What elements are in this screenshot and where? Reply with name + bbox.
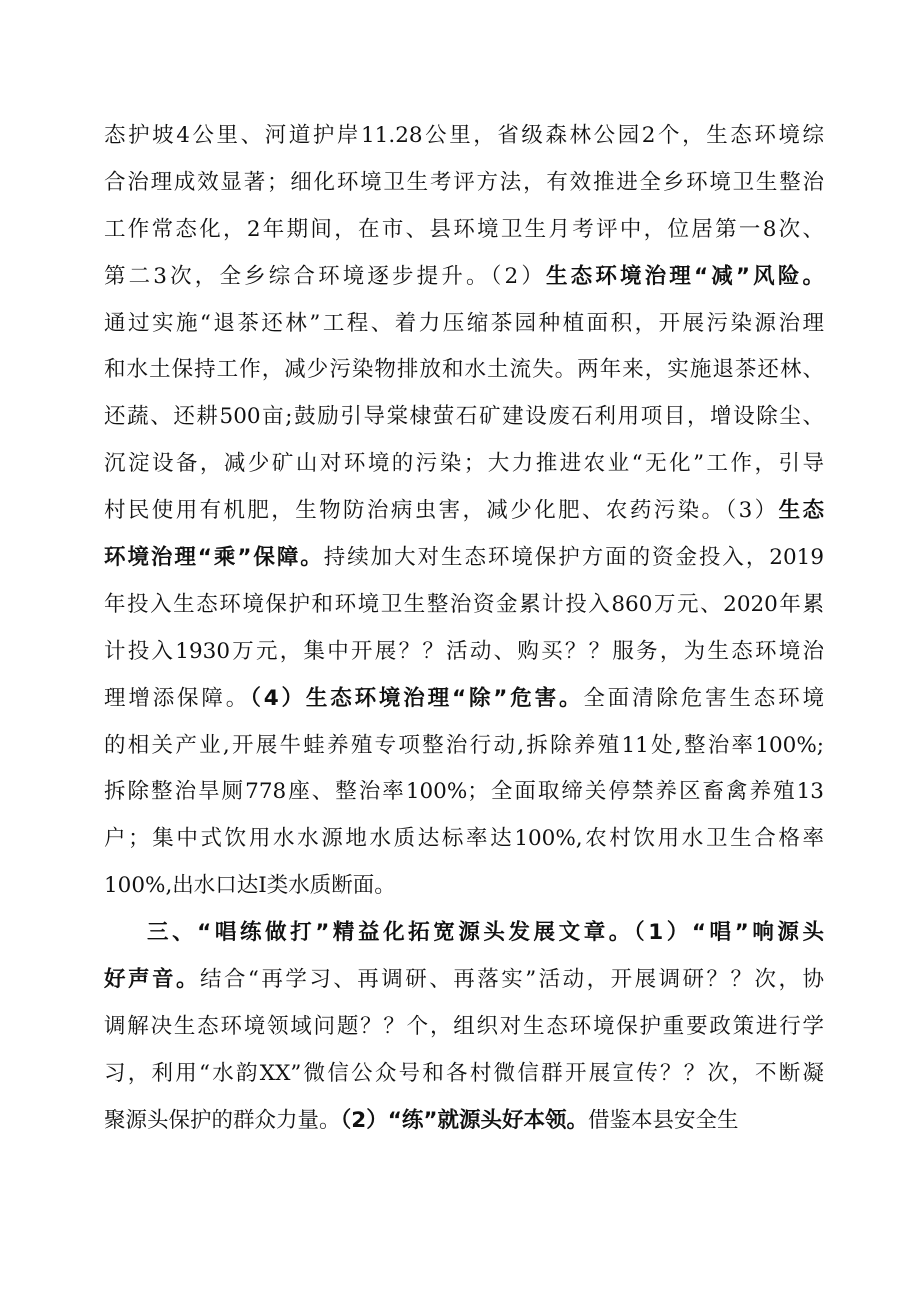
bold-heading-text: （2）“练”就源头好本领。: [340, 1107, 588, 1133]
bold-heading-text: （4）生态环境治理“除”危害。: [250, 685, 584, 711]
body-text: 计投入1930万元，集中开展？？活动、购买？？服务，为生态环境治: [104, 638, 824, 664]
bold-heading-text: 生态: [778, 498, 824, 524]
text-line: [104, 1051, 824, 1098]
text-line: [104, 910, 824, 957]
body-text: 村民使用有机肥，生物防治病虫害，减少化肥、农药污染。（3）: [104, 498, 779, 524]
bold-heading-text: 好声音。: [104, 967, 200, 993]
body-text: 和水土保持工作，减少污染物排放和水土流失。两年来，实施退茶还林、: [104, 357, 824, 383]
text-line: [104, 394, 824, 441]
body-text: 习，利用“水韵XX”微信公众号和各村微信群开展宣传？？次，不断凝: [104, 1060, 824, 1086]
bold-heading-text: 生态环境治理“减”风险。: [546, 263, 824, 289]
body-text: 拆除整治旱厕778座、整治率100%；全面取缔关停禁养区畜禽养殖13: [104, 779, 824, 805]
body-text: 结合“再学习、再调研、再落实”活动，开展调研？？次，协: [199, 967, 824, 993]
text-line: [104, 676, 824, 723]
text-line: [104, 1098, 824, 1145]
text-line: [104, 863, 824, 910]
text-line: [104, 1004, 824, 1051]
body-text: 持续加大对生态环境保护方面的资金投入，2019: [323, 545, 824, 571]
bold-heading-text: 环境治理“乘”保障。: [104, 545, 324, 571]
body-text: 100%,出水口达Ⅰ类水质断面。: [104, 873, 396, 899]
text-line: [104, 113, 824, 160]
text-line: [104, 957, 824, 1004]
text-line: [104, 160, 824, 207]
text-line: [104, 629, 824, 676]
body-text: 工作常态化，2年期间，在市、县环境卫生月考评中，位居第一8次、: [104, 216, 824, 242]
body-text: 户；集中式饮用水水源地水质达标率达100%,农村饮用水卫生合格率: [104, 826, 824, 852]
body-text: 沉淀设备，减少矿山对环境的污染；大力推进农业“无化”工作，引导: [104, 451, 824, 477]
text-line: [104, 816, 824, 863]
text-line: [104, 347, 824, 394]
body-text: 通过实施“退茶还林”工程、着力压缩茶园种植面积，开展污染源治理: [104, 310, 824, 336]
body-text: 态护坡4公里、河道护岸11.28公里，省级森林公园2个，生态环境综: [104, 123, 824, 148]
text-line: [104, 488, 824, 535]
body-text: 聚源头保护的群众力量。: [104, 1107, 341, 1133]
body-text: 年投入生态环境保护和环境卫生整治资金累计投入860万元、2020年累: [104, 591, 824, 617]
text-line: [104, 254, 824, 301]
body-text: 还蔬、还耕500亩;鼓励引导棠棣萤石矿建设废石利用项目，增设除尘、: [104, 404, 824, 430]
body-text: 合治理成效显著；细化环境卫生考评方法，有效推进全乡环境卫生整治: [104, 169, 824, 195]
body-text: 全面清除危害生态环境: [583, 685, 824, 711]
body-text: 理增添保障。: [104, 685, 251, 711]
bold-heading-text: 三、“唱练做打”精益化拓宽源头发展文章。（1）“唱”响源头: [147, 920, 824, 946]
text-line: [104, 301, 824, 348]
text-line: [104, 441, 824, 488]
text-line: [104, 535, 824, 582]
body-text: 第二3次，全乡综合环境逐步提升。（2）: [104, 263, 547, 289]
document-body-text: [104, 113, 824, 1145]
body-text: 调解决生态环境领域问题？？个，组织对生态环境保护重要政策进行学: [104, 1013, 824, 1039]
text-line: [104, 769, 824, 816]
text-line: [104, 723, 824, 770]
body-text: 借鉴本县安全生: [588, 1107, 739, 1133]
text-line: [104, 582, 824, 629]
text-line: [104, 207, 824, 254]
body-text: 的相关产业,开展牛蛙养殖专项整治行动,拆除养殖11处,整治率100%;: [104, 732, 824, 758]
